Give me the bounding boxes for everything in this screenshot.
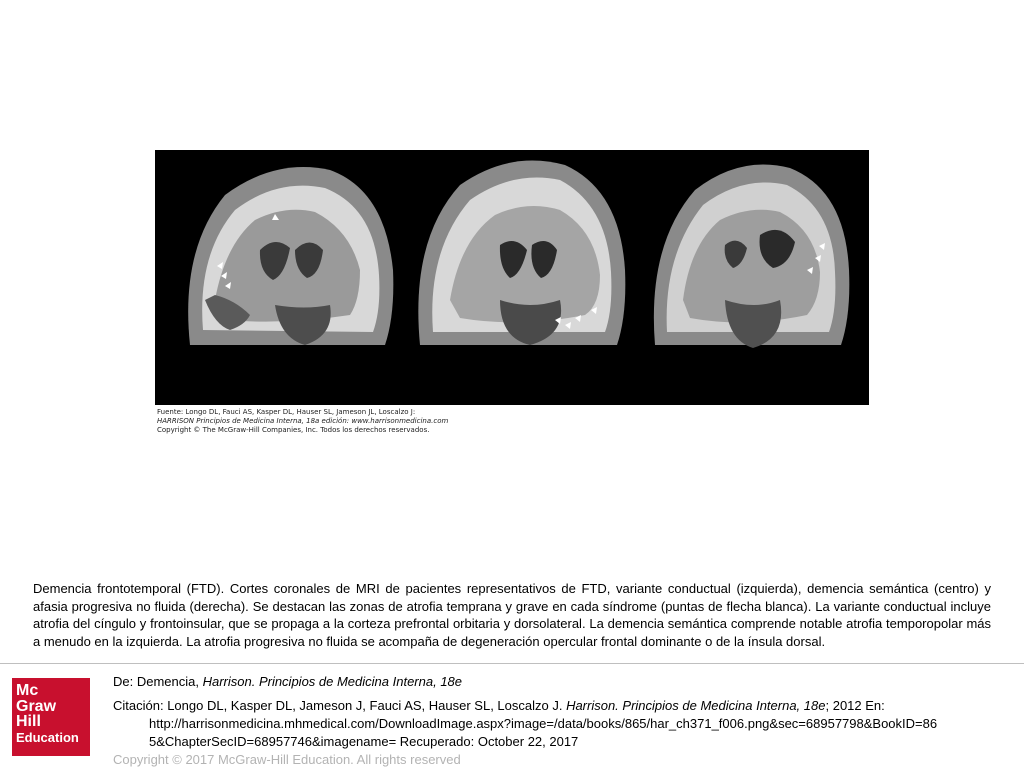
from-book-title: Harrison. Principios de Medicina Interna, 18e — [202, 674, 463, 689]
source-line-authors: Fuente: Longo DL, Fauci AS, Kasper DL, Hauser SL, Jameson JL, Loscalzo J: — [157, 408, 416, 416]
mri-scan-center — [418, 161, 625, 346]
mri-scan-left — [188, 167, 393, 345]
mri-scan-right — [654, 164, 849, 348]
logo-line-hill: Hill — [16, 713, 41, 730]
from-line — [113, 673, 1013, 691]
footer-citation-block — [113, 673, 1013, 769]
mcgraw-hill-education-logo — [12, 678, 90, 756]
figure — [155, 150, 869, 440]
citation-prefix: Citación: Longo DL, Kasper DL, Jameson J, Fauci AS, Hauser SL, Loscalzo J. — [113, 698, 567, 713]
citation-book-title: Harrison. Principios de Medicina Interna, 18e — [566, 698, 826, 713]
footer-divider — [0, 663, 1024, 664]
from-prefix: De: Demencia, — [113, 674, 203, 689]
source-line-book: HARRISON Principios de Medicina Interna, 18a edición: www.harrisonmedicina.com — [157, 417, 449, 425]
citation-suffix: ; 2012 En: — [825, 698, 885, 713]
logo-line-graw: Graw — [16, 697, 57, 715]
source-line-copyright: Copyright © The McGraw-Hill Companies, Inc. Todos los derechos reservados. — [157, 426, 430, 434]
citation-url-line-2: 5&ChapterSecID=68957746&imagename= Recuperado: October 22, 2017 — [149, 734, 579, 749]
citation-url-line-1: http://harrisonmedicina.mhmedical.com/DownloadImage.aspx?image=/data/books/865/har_ch371_f006.png&sec=68957798&BookID=86 — [149, 716, 938, 731]
figure-caption: Demencia frontotemporal (FTD). Cortes coronales de MRI de pacientes representativos de FTD, variante conductual (izquierda), demencia semántica (centro) y afasia progresiva no fluida (derecha). Se destacan las zonas de atrofia temprana y grave en cada síndrome (puntas de flecha blanca). La variante conductual incluye atrofia del cíngulo y frontoinsular, que se propaga a la corteza prefrontal orbitaria y dorsolateral. La demencia semántica comprende notable atrofia temporopolar más a menudo en la izquierda. La atrofia progresiva no fluida se acompaña de degeneración opercular frontal dominante o de la ínsula dorsal. — [33, 581, 991, 649]
logo-line-education: Education — [16, 729, 79, 745]
mri-image-panel — [155, 150, 869, 405]
logo-line-mc: Mc — [16, 682, 39, 699]
mri-scans-graphic — [155, 150, 869, 405]
citation-line — [113, 697, 1013, 715]
copyright-notice: Copyright © 2017 McGraw-Hill Education. All rights reserved — [113, 752, 461, 767]
figure-source-credit — [155, 405, 869, 440]
